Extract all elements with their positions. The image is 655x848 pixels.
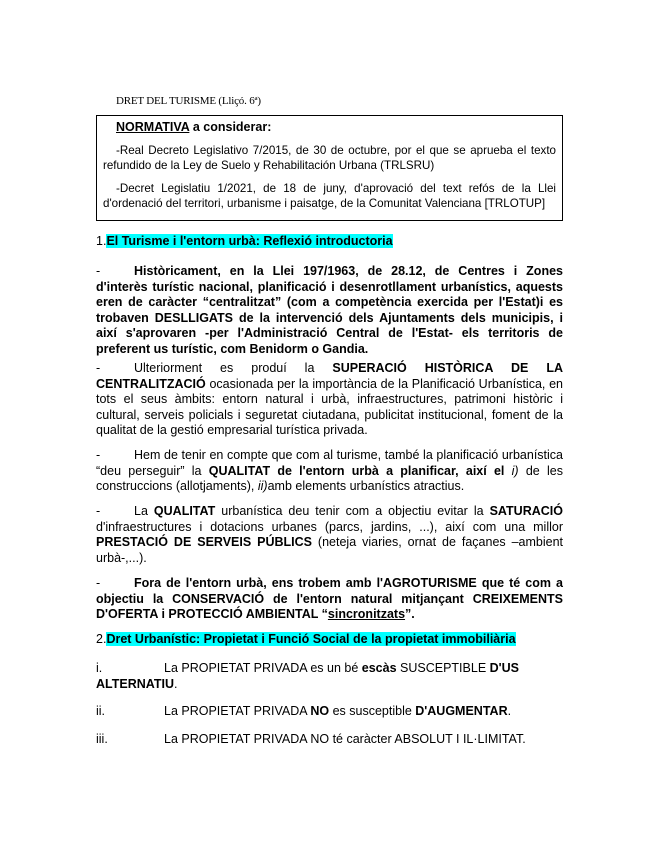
normativa-box [96,115,563,221]
document-header: DRET DEL TURISME (Lliçó. 6ª) [116,95,261,107]
paragraph-2: - Ulteriorment es produí la SUPERACIÓ HISTÒRICA DE LA CENTRALITZACIÓ ocasionada per la importància de la Planificació Urbanística, en tots el seus àmbits: entorn natural i urbà, infraestructures, patrimoni històric i cultural, serveis policials i seguretat ciutadana, publicitat institucional, foment de la qualitat de la gestió empresarial turística privada. [96,361,563,437]
list-item: ii. La PROPIETAT PRIVADA NO es susceptible D'AUGMENTAR. [96,704,512,718]
normativa-title: NORMATIVA a considerar: [116,120,272,134]
paragraph-5: - Fora de l'entorn urbà, ens trobem amb l'AGROTURISME que té com a objectiu la CONSERVACIÓ de l'entorn natural mitjançant CREIXEMENTS D'OFERTA i PROTECCIÓ AMBIENTAL “sincronitzats”. [96,576,563,621]
paragraph-1: - Històricament, en la Llei 197/1963, de 28.12, de Centres i Zones d'interès turístic nacional, planificació i desenrotllament urbanístics, aquests eren de caràcter “centralitzat” (com a competència exercida per l'Estat)i es trobaven DESLLIGATS de la intervenció dels Ajuntaments dels municipis, i així s'aprovaren -per l'Administració Central de l'Estat- els territoris de preferent us turístic, com Benidorm o Gandia. [96,264,563,356]
paragraph-4: - La QUALITAT urbanística deu tenir com a objectiu evitar la SATURACIÓ d'infraestructures i dotacions urbanes (parcs, jardins, ...), així com una millor PRESTACIÓ DE SERVEIS PÚBLICS (neteja viaries, ornat de façanes –ambient urbà-,...). [96,504,564,565]
normativa-item-1: -Real Decreto Legislativo 7/2015, de 30 de octubre, por el que se aprueba el texto refundido de la Ley de Suelo y Rehabilitación Urbana (TRLSRU) [103,144,556,172]
list-item: i. La PROPIETAT PRIVADA es un bé escàs SUSCEPTIBLE D'US ALTERNATIU. [96,661,520,691]
normativa-item-2: -Decret Legislatiu 1/2021, de 18 de juny, d'aprovació del text refós de la Llei d'ordenació del territori, urbanisme i paisatge, de la Comunitat Valenciana [TRLOTUP] [103,182,556,210]
section-1-heading: 1.El Turisme i l'entorn urbà: Reflexió introductoria [96,234,393,248]
section-2-heading: 2.Dret Urbanístic: Propietat i Funció Social de la propietat immobiliària [96,632,516,646]
paragraph-3: - Hem de tenir en compte que com al turisme, també la planificació urbanística “deu perseguir” la QUALITAT de l'entorn urbà a planificar, així el i) de les construccions (allotjaments), ii)amb elements urbanístics atractius. [96,448,563,493]
list-item: iii. La PROPIETAT PRIVADA NO té caràcter ABSOLUT I IL·LIMITAT. [96,732,526,746]
